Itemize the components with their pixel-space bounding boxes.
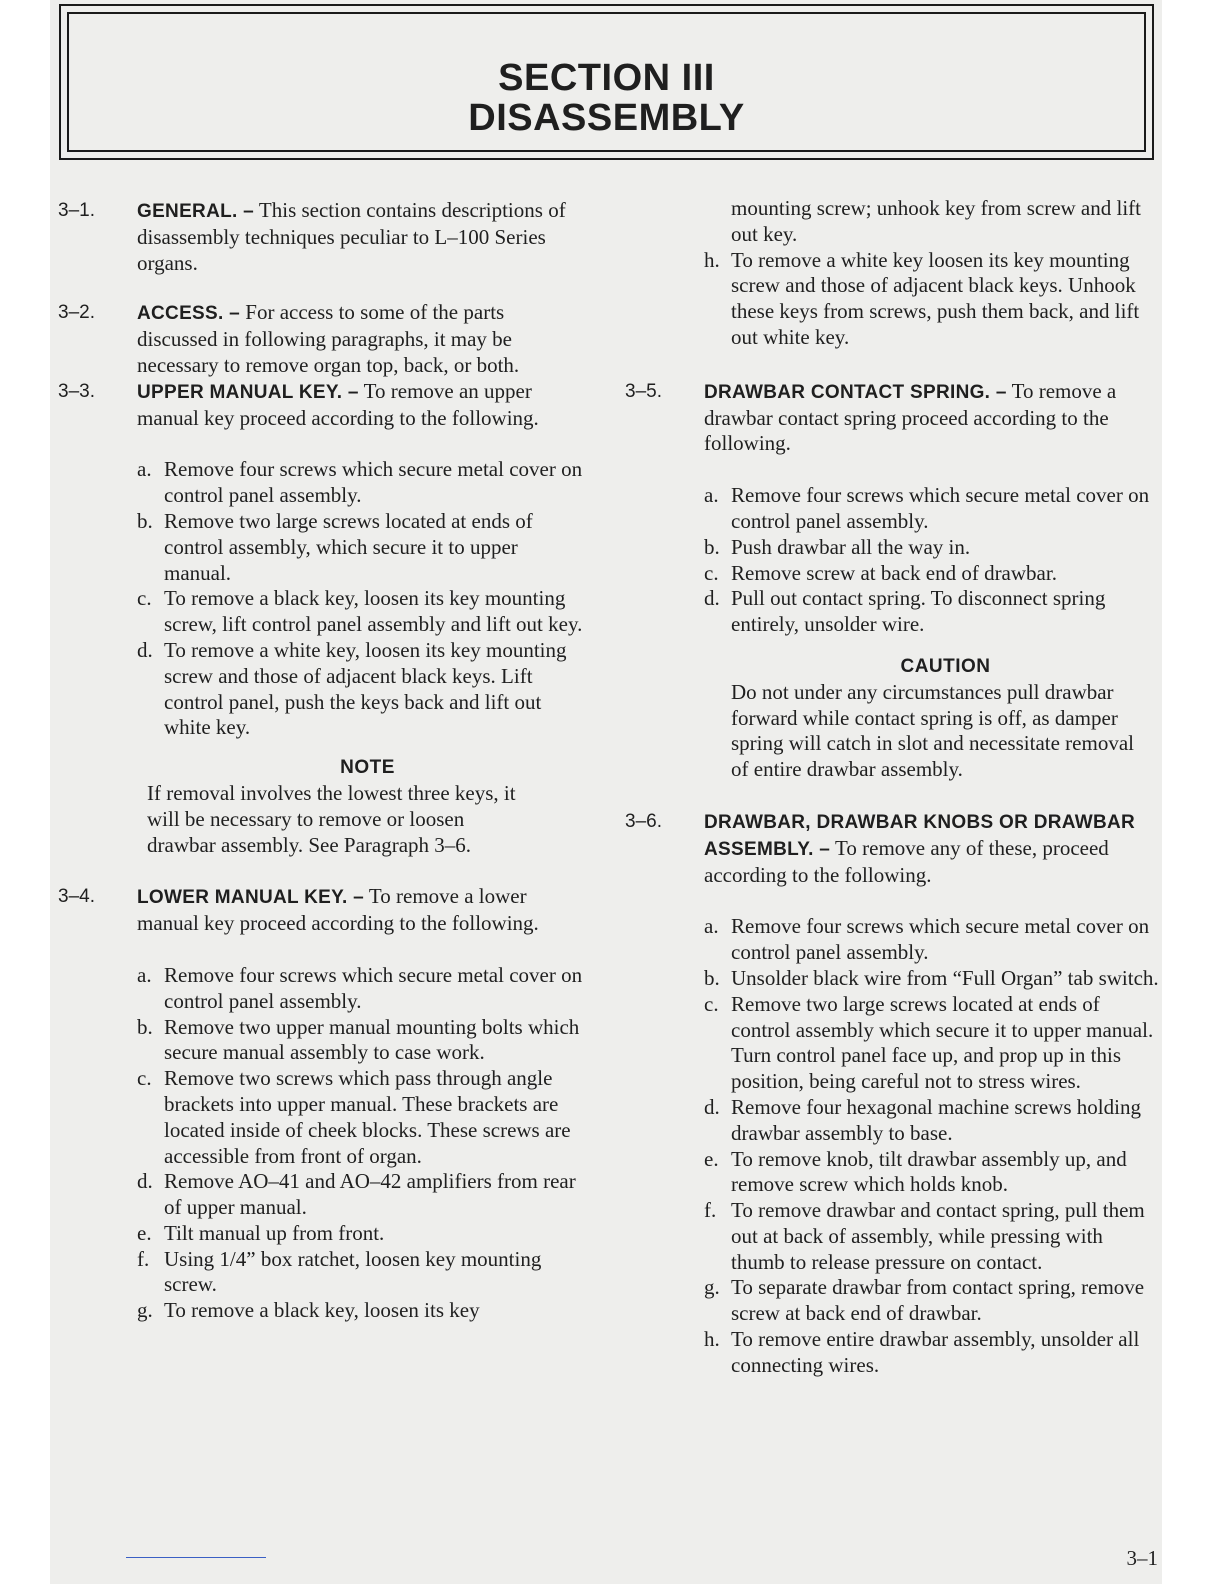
step-letter: c. xyxy=(704,991,719,1016)
step-text: Remove four screws which secure metal cover on control panel assembly. xyxy=(164,962,583,1013)
step-item xyxy=(704,1198,1160,1275)
step-letter: d. xyxy=(137,637,153,662)
paragraph-heading: DRAWBAR, DRAWBAR KNOBS OR DRAWBAR ASSEMBLY. – xyxy=(704,811,1136,860)
step-text: Remove AO–41 and AO–42 amplifiers from rear of upper manual. xyxy=(164,1169,576,1220)
step-letter: e. xyxy=(137,1220,152,1245)
paragraph-number: 3–3. xyxy=(58,380,95,402)
step-text: Remove two screws which pass through angle brackets into upper manual. These brackets are located inside of cheek blocks. These screws are accessible from front of organ. xyxy=(164,1066,571,1168)
paragraph-3-3 xyxy=(58,379,588,859)
step-item xyxy=(704,914,1160,966)
paragraph-3-1 xyxy=(58,198,588,276)
step-letter: b. xyxy=(704,965,720,990)
step-text: To remove a white key, loosen its key mounting screw and those of adjacent black keys. Lift control panel, push the keys back and lift out white key. xyxy=(164,637,567,740)
step-letter: d. xyxy=(704,1094,720,1119)
step-item xyxy=(137,1066,588,1169)
note-title: NOTE xyxy=(340,757,395,779)
paragraph-heading: LOWER MANUAL KEY. – xyxy=(137,887,365,909)
step-letter: b. xyxy=(137,508,153,533)
step-item xyxy=(137,638,588,741)
step-text: Remove four hexagonal machine screws holding drawbar assembly to base. xyxy=(731,1094,1141,1145)
paragraph-number: 3–4. xyxy=(58,886,95,908)
step-letter: a. xyxy=(137,457,152,482)
step-text: To remove a black key, loosen its key xyxy=(164,1298,480,1323)
step-letter: c. xyxy=(137,586,152,611)
step-item xyxy=(137,1169,588,1221)
step-letter: d. xyxy=(137,1169,153,1194)
paragraph-3-5 xyxy=(625,379,1160,783)
left-column xyxy=(58,198,588,1324)
step-text: To remove a white key loosen its key mounting screw and those of adjacent black keys. Unhook these keys from screws, push them back, and lift out white key. xyxy=(731,247,1140,349)
step-text: Remove four screws which secure metal cover on control panel assembly. xyxy=(731,483,1150,533)
step-item xyxy=(137,586,588,638)
paragraph-heading: ACCESS. – xyxy=(137,303,241,325)
step-item xyxy=(704,992,1160,1095)
paragraph-text: This section contains descriptions of disassembly techniques peculiar to L–100 Series organs. xyxy=(137,198,566,275)
paragraph-3-4 xyxy=(58,884,588,1324)
step-letter: f. xyxy=(704,1198,717,1223)
step-item xyxy=(137,1247,588,1299)
caution-text: Do not under any circumstances pull drawbar forward while contact spring is off, as damper spring will catch in slot and necessitate removal of entire drawbar assembly. xyxy=(731,679,1134,782)
paragraph-number: 3–2. xyxy=(58,302,95,324)
step-letter: a. xyxy=(704,914,719,939)
step-list xyxy=(137,457,588,741)
step-letter: a. xyxy=(137,962,152,987)
step-text: Pull out contact spring. To disconnect spring entirely, unsolder wire. xyxy=(731,586,1106,637)
step-text: Remove screw at back end of drawbar. xyxy=(731,560,1057,585)
step-letter: g. xyxy=(137,1298,153,1323)
paragraph-text: To remove any of these, proceed according to the following. xyxy=(704,835,1109,887)
section-header-inner-frame xyxy=(67,12,1146,152)
paragraph-text: For access to some of the parts discussed in following paragraphs, it may be necessary to remove organ top, back, or both. xyxy=(137,300,520,377)
step-letter: f. xyxy=(137,1246,150,1271)
step-text: Remove two upper manual mounting bolts which secure manual assembly to case work. xyxy=(164,1014,580,1065)
paragraph-text: To remove an upper manual key proceed according to the following. xyxy=(137,378,539,430)
step-letter: h. xyxy=(704,247,720,272)
step-item xyxy=(137,457,588,509)
step-item xyxy=(704,586,1160,638)
step-list xyxy=(704,914,1160,1378)
step-letter: h. xyxy=(704,1327,720,1352)
step-item xyxy=(137,1298,588,1324)
step-text: Remove two large screws located at ends of control assembly, which secure it to upper manual. xyxy=(164,508,533,585)
step-item xyxy=(704,561,1160,587)
right-column xyxy=(625,196,1160,1379)
step-text: Unsolder black wire from “Full Organ” tab switch. xyxy=(731,965,1159,990)
step-item xyxy=(704,966,1160,992)
step-text: Remove four screws which secure metal cover on control panel assembly. xyxy=(731,914,1150,965)
step-item xyxy=(704,1095,1160,1147)
caution-title: CAUTION xyxy=(900,655,991,677)
section-header-box xyxy=(59,4,1154,160)
step-letter: a. xyxy=(704,483,719,508)
footer-rule xyxy=(126,1557,266,1558)
paragraph-3-2 xyxy=(58,300,588,378)
step-item xyxy=(704,248,1160,351)
step-letter: e. xyxy=(704,1146,719,1171)
paragraph-text: To remove a lower manual key proceed according to the following. xyxy=(137,884,539,936)
step-text: Remove two large screws located at ends of control assembly which secure it to upper manual. Turn control panel face up, and prop up in this position, being careful not to stress wires. xyxy=(731,991,1154,1094)
step-text: To remove knob, tilt drawbar assembly up, and remove screw which holds knob. xyxy=(731,1146,1127,1197)
step-letter: g. xyxy=(704,1275,720,1300)
paragraph-heading: DRAWBAR CONTACT SPRING. – xyxy=(704,381,1007,403)
step-letter: c. xyxy=(704,560,719,585)
page-number: 3–1 xyxy=(1126,1546,1158,1570)
step-letter: b. xyxy=(137,1014,153,1039)
step-item xyxy=(704,1147,1160,1199)
step-text: Using 1/4” box ratchet, loosen key mounting screw. xyxy=(164,1246,542,1297)
step-g-continuation: mounting screw; unhook key from screw and lift out key. xyxy=(731,196,1141,246)
paragraph-number: 3–5. xyxy=(625,380,662,402)
step-item xyxy=(137,963,588,1015)
paragraph-heading: UPPER MANUAL KEY. – xyxy=(137,381,359,403)
paragraph-number: 3–1. xyxy=(58,200,95,221)
section-title-line2: DISASSEMBLY xyxy=(468,97,745,139)
step-letter: b. xyxy=(704,534,720,559)
step-item xyxy=(704,1275,1160,1327)
step-text: Remove four screws which secure metal cover on control panel assembly. xyxy=(164,457,583,508)
note-text: If removal involves the lowest three keys, it will be necessary to remove or loosen drawbar assembly. See Paragraph 3–6. xyxy=(147,780,516,857)
step-item xyxy=(704,1327,1160,1379)
paragraph-number: 3–6. xyxy=(625,810,662,832)
step-text: To separate drawbar from contact spring, remove screw at back end of drawbar. xyxy=(731,1275,1145,1326)
step-list xyxy=(704,483,1160,638)
step-letter: d. xyxy=(704,586,720,611)
paragraph-text: To remove a drawbar contact spring proceed according to the following. xyxy=(704,378,1117,456)
paragraph-3-6 xyxy=(625,809,1160,1379)
step-item xyxy=(137,509,588,586)
step-text: To remove entire drawbar assembly, unsolder all connecting wires. xyxy=(731,1327,1140,1377)
paragraph-heading: GENERAL. – xyxy=(137,201,255,222)
step-item xyxy=(137,1221,588,1247)
step-item xyxy=(137,1015,588,1067)
step-letter: c. xyxy=(137,1066,152,1091)
step-text: Push drawbar all the way in. xyxy=(731,534,971,559)
step-item xyxy=(704,535,1160,561)
step-list xyxy=(137,963,588,1324)
step-text: To remove drawbar and contact spring, pull them out at back of assembly, while pressing with thumb to release pressure on contact. xyxy=(731,1198,1145,1274)
step-text: To remove a black key, loosen its key mounting screw, lift control panel assembly and lift out key. xyxy=(164,586,583,637)
section-title-line1: SECTION III xyxy=(498,57,715,99)
step-text: Tilt manual up from front. xyxy=(164,1220,385,1245)
section-title xyxy=(69,58,1144,138)
step-item xyxy=(704,483,1160,535)
step-list xyxy=(704,248,1160,351)
